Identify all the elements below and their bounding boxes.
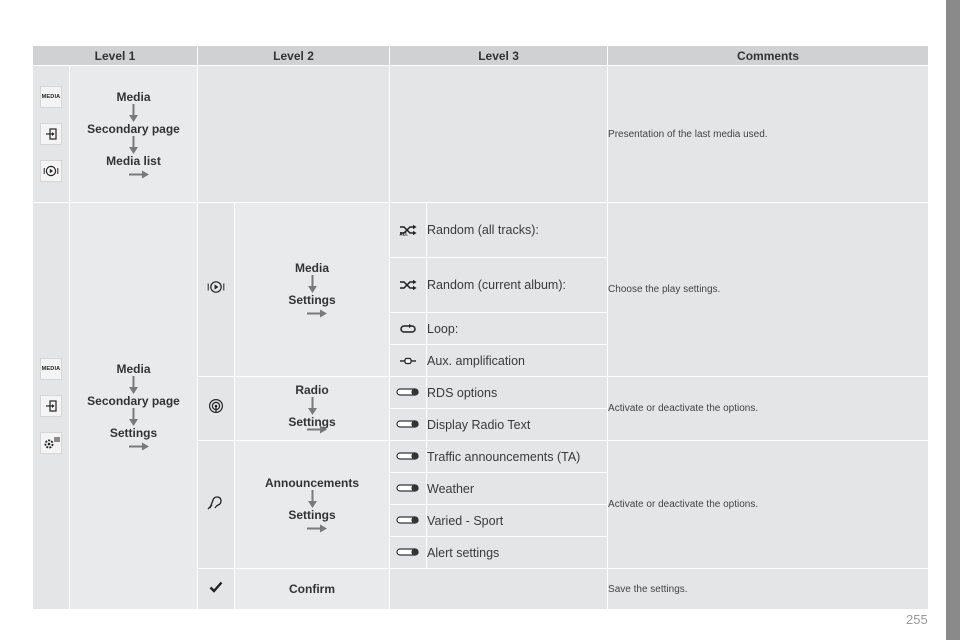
level2-media-path-cell xyxy=(235,203,390,377)
level1-path-cell xyxy=(70,203,198,610)
path-radio: Radio xyxy=(295,383,329,397)
comment-play-settings: Choose the play settings. xyxy=(608,203,929,377)
level1-icons-cell xyxy=(33,203,70,610)
level2-confirm-label-cell xyxy=(235,569,390,610)
path-media-list: Media list xyxy=(106,153,161,168)
svg-text:ALL: ALL xyxy=(399,231,408,236)
toggle-icon[interactable] xyxy=(396,547,420,557)
option-icon-cell xyxy=(390,377,427,409)
arrow-down-icon xyxy=(307,275,318,293)
arrow-down-icon xyxy=(128,136,139,154)
option-weather[interactable]: Weather xyxy=(427,473,608,505)
option-loop[interactable]: Loop: xyxy=(427,313,608,345)
comment-last-media: Presentation of the last media used. xyxy=(608,66,929,203)
path-settings: Settings xyxy=(288,508,336,522)
arrow-down-icon xyxy=(128,376,139,394)
header-comments: Comments xyxy=(608,46,929,66)
level1-icons-cell xyxy=(33,66,70,203)
page-number: 255 xyxy=(906,612,928,627)
header-level-1: Level 1 xyxy=(33,46,198,66)
path-settings: Settings xyxy=(109,425,158,440)
announcement-icon[interactable] xyxy=(207,494,225,510)
menu-table xyxy=(32,45,929,610)
path-secondary-page: Secondary page xyxy=(87,393,180,408)
level2-radio-path-cell xyxy=(235,377,390,441)
confirm-label[interactable]: Confirm xyxy=(289,582,336,596)
toggle-icon[interactable] xyxy=(396,451,420,461)
option-aux-amplification[interactable]: Aux. amplification xyxy=(427,345,608,377)
arrow-down-icon xyxy=(307,490,318,508)
level1-path-cell xyxy=(70,66,198,203)
level2-announcements-icon-cell xyxy=(198,441,235,569)
comment-radio-options: Activate or deactivate the options. xyxy=(608,377,929,441)
option-traffic-announcements[interactable]: Traffic announcements (TA) xyxy=(427,441,608,473)
option-random-album[interactable]: Random (current album): xyxy=(427,258,608,313)
radio-icon[interactable] xyxy=(208,398,224,414)
arrow-right-icon xyxy=(307,524,327,533)
shuffle-all-icon[interactable] xyxy=(399,224,417,236)
toggle-icon[interactable] xyxy=(396,419,420,429)
checkmark-icon[interactable] xyxy=(209,581,223,593)
arrow-right-icon xyxy=(129,170,149,179)
level2-empty xyxy=(198,66,390,203)
toggle-icon[interactable] xyxy=(396,515,420,525)
toggle-icon[interactable] xyxy=(396,483,420,493)
comment-save-settings: Save the settings. xyxy=(608,569,929,610)
level2-confirm-icon-cell xyxy=(198,569,235,610)
level2-announcements-path-cell xyxy=(235,441,390,569)
path-settings: Settings xyxy=(288,293,336,307)
arrow-right-icon xyxy=(129,442,149,451)
path-media: Media xyxy=(295,261,330,275)
path-media: Media xyxy=(116,89,151,104)
header-level-2: Level 2 xyxy=(198,46,390,66)
arrow-down-icon xyxy=(307,397,318,415)
path-announcements: Announcements xyxy=(265,476,360,490)
media-badge-icon[interactable]: MEDIA xyxy=(40,358,62,380)
option-icon-cell xyxy=(390,473,427,505)
shuffle-icon[interactable] xyxy=(399,279,417,291)
toggle-icon[interactable] xyxy=(396,387,420,397)
path-media: Media xyxy=(116,361,151,376)
aux-icon[interactable] xyxy=(399,355,417,367)
arrow-right-icon xyxy=(307,425,327,434)
loop-icon[interactable] xyxy=(399,323,417,335)
option-icon-cell xyxy=(390,409,427,441)
settings-icon[interactable] xyxy=(40,432,62,454)
table-row xyxy=(33,66,929,203)
option-icon-cell xyxy=(390,345,427,377)
option-icon-cell xyxy=(390,441,427,473)
level2-media-icon-cell xyxy=(198,203,235,377)
option-icon-cell xyxy=(390,505,427,537)
level3-empty xyxy=(390,66,608,203)
comment-announcement-options: Activate or deactivate the options. xyxy=(608,441,929,569)
option-alert-settings[interactable]: Alert settings xyxy=(427,537,608,569)
table-row xyxy=(33,203,929,258)
secondary-page-icon[interactable] xyxy=(40,395,62,417)
arrow-right-icon xyxy=(307,309,327,318)
option-icon-cell xyxy=(390,203,427,258)
option-icon-cell xyxy=(390,313,427,345)
path-settings: Settings xyxy=(288,415,336,429)
option-random-all[interactable]: Random (all tracks): xyxy=(427,203,608,258)
level3-empty xyxy=(390,569,608,610)
arrow-down-icon xyxy=(128,104,139,122)
header-level-3: Level 3 xyxy=(390,46,608,66)
media-list-icon[interactable] xyxy=(40,160,62,182)
option-varied-sport[interactable]: Varied - Sport xyxy=(427,505,608,537)
media-play-icon[interactable] xyxy=(207,280,225,294)
media-badge-icon[interactable]: MEDIA xyxy=(40,86,62,108)
option-rds[interactable]: RDS options xyxy=(427,377,608,409)
option-radio-text[interactable]: Display Radio Text xyxy=(427,409,608,441)
path-secondary-page: Secondary page xyxy=(87,121,180,136)
page-edge-bar xyxy=(946,0,960,640)
arrow-down-icon xyxy=(128,408,139,426)
secondary-page-icon[interactable] xyxy=(40,123,62,145)
option-icon-cell xyxy=(390,258,427,313)
option-icon-cell xyxy=(390,537,427,569)
level2-radio-icon-cell xyxy=(198,377,235,441)
